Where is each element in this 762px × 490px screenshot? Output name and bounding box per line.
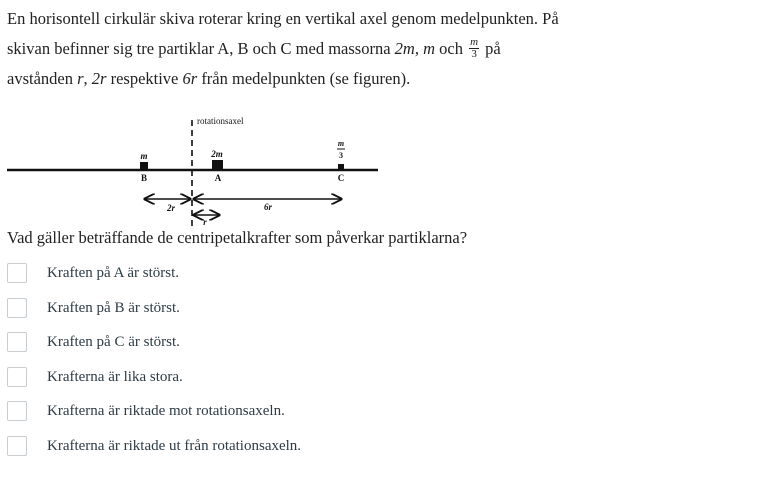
particle-b-mass: m bbox=[140, 151, 148, 161]
intro-text: respektive bbox=[106, 69, 183, 88]
option-5[interactable] bbox=[7, 400, 285, 435]
checkbox[interactable] bbox=[7, 436, 27, 456]
intro-text: skivan befinner sig tre partiklar A, B och C med massorna bbox=[7, 39, 395, 58]
option-label[interactable]: Krafterna är riktade ut från rotationsaxeln. bbox=[47, 437, 302, 454]
mass-c-fraction bbox=[469, 37, 479, 60]
option-6[interactable] bbox=[7, 435, 302, 470]
question-text: Vad gäller beträffande de centripetalkrafter som påverkar partiklarna? bbox=[7, 228, 468, 247]
particle-b bbox=[140, 162, 148, 169]
fraction-numerator: m bbox=[470, 35, 479, 48]
distance-label-r: r bbox=[203, 217, 207, 227]
mass-a: 2m bbox=[394, 39, 415, 58]
intro-line-3 bbox=[7, 64, 747, 94]
intro-text: och bbox=[435, 39, 468, 58]
disk-figure bbox=[0, 112, 390, 230]
distance-c: 6r bbox=[182, 69, 198, 88]
particle-c-mass-num: m bbox=[337, 139, 345, 148]
option-4[interactable] bbox=[7, 366, 183, 401]
option-label[interactable]: Krafterna är lika stora. bbox=[47, 368, 183, 385]
option-label[interactable]: Krafterna är riktade mot rotationsaxeln. bbox=[47, 403, 285, 420]
intro-text: från medelpunkten (se figuren). bbox=[197, 69, 411, 88]
intro-line-1: En horisontell cirkulär skiva roterar kring en vertikal axel genom medelpunkten. På bbox=[7, 9, 559, 28]
intro-text: på bbox=[481, 39, 501, 58]
intro-text: avstånden bbox=[7, 69, 78, 88]
option-1[interactable] bbox=[7, 262, 180, 297]
answer-options bbox=[7, 262, 302, 470]
intro-text: , bbox=[414, 39, 424, 58]
particle-a bbox=[212, 160, 223, 169]
particle-b-label: B bbox=[140, 173, 148, 183]
checkbox[interactable] bbox=[7, 263, 27, 283]
option-label[interactable]: Kraften på C är störst. bbox=[47, 334, 180, 351]
checkbox[interactable] bbox=[7, 332, 27, 352]
checkbox[interactable] bbox=[7, 401, 27, 421]
checkbox[interactable] bbox=[7, 298, 27, 318]
option-label[interactable]: Kraften på B är störst. bbox=[47, 299, 180, 316]
option-label[interactable]: Kraften på A är störst. bbox=[47, 265, 180, 281]
axis-label: rotationsaxel bbox=[197, 116, 244, 126]
intro-text: , bbox=[83, 69, 92, 88]
particle-c-label: C bbox=[337, 173, 345, 183]
particle-a-label: A bbox=[214, 173, 222, 183]
particle-a-mass: 2m bbox=[211, 149, 223, 159]
distance-a: r bbox=[77, 69, 84, 88]
distance-b: 2r bbox=[91, 69, 107, 88]
figure-svg bbox=[0, 112, 390, 230]
distance-label-2r: 2r bbox=[166, 203, 176, 213]
distance-label-6r: 6r bbox=[263, 202, 273, 212]
option-3[interactable] bbox=[7, 331, 180, 366]
problem-statement bbox=[7, 4, 747, 94]
checkbox[interactable] bbox=[7, 367, 27, 387]
option-2[interactable] bbox=[7, 297, 180, 332]
mass-b: m bbox=[423, 39, 436, 58]
particle-c bbox=[338, 164, 344, 169]
fraction-denominator: 3 bbox=[471, 47, 477, 60]
particle-c-mass-den: 3 bbox=[339, 151, 343, 160]
intro-line-2 bbox=[7, 34, 747, 64]
